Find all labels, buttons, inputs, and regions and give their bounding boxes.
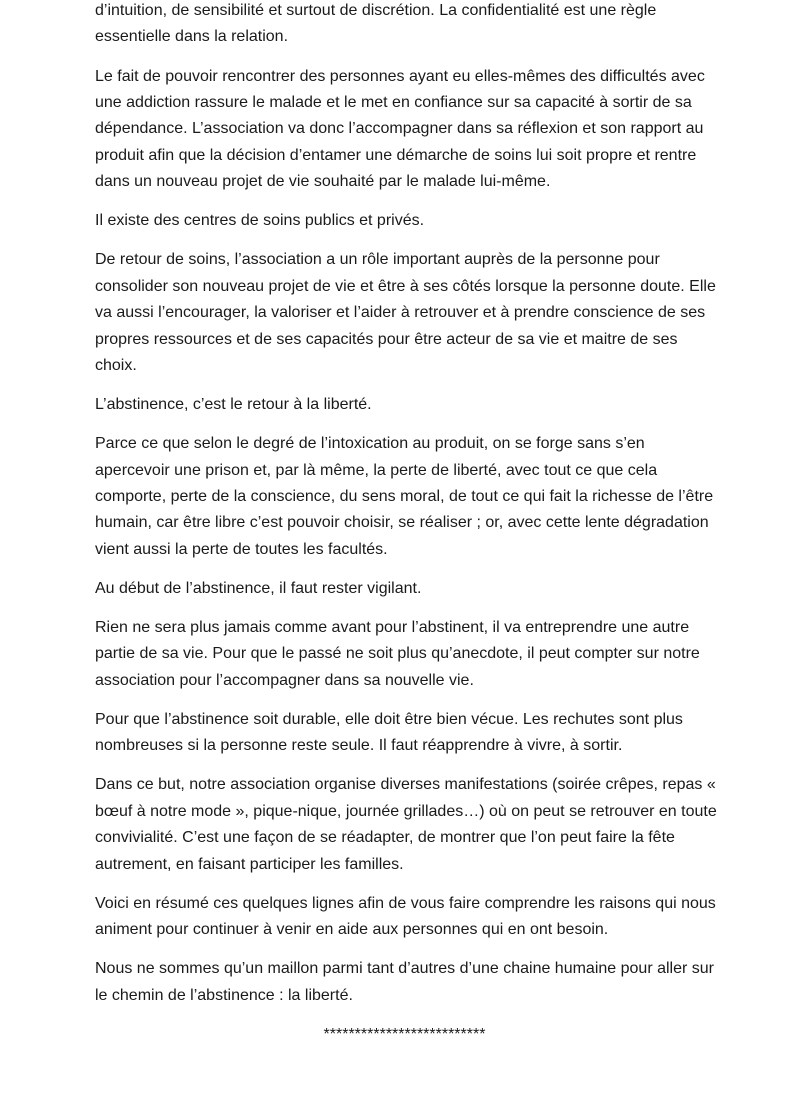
document-page [95,0,720,1048]
paragraph-vigilance: Au début de l’abstinence, il faut rester vigilant. [95,579,422,597]
paragraph-retour-soins: De retour de soins, l’association a un rôle important auprès de la personne pour consolider son nouveau projet de vie et être à ses côtés lorsque la personne doute. Elle va aussi l’encourager, la valoriser et l’aider à retrouver et à prendre conscience de ses propres ressources et de ses capacités pour être acteur de sa vie et maitre de ses choix. [95,251,716,374]
paragraph-manifestations: Dans ce but, notre association organise diverses manifestations (soirée crêpes, repas « bœuf à notre mode », pique-nique, journée grillades…) où on peut se retrouver en toute convivialité. C’est une façon de se réadapter, de montrer que l’on peut faire la fête autrement, en faisant participer les familles. [95,776,717,873]
paragraph-centres-soins: Il existe des centres de soins publics et privés. [95,212,425,230]
paragraph-intoxication: Parce ce que selon le degré de l’intoxication au produit, on se forge sans s’en apercevoir une prison et, par là même, la perte de liberté, avec tout ce que cela comporte, perte de la conscience, du sens moral, de tout ce qui fait la richesse de l’être humain, car être libre c’est pouvoir choisir, se réaliser ; or, avec cette lente dégradation vient aussi la perte de toutes les facultés. [95,435,714,558]
section-separator: ************************** [323,1025,486,1043]
paragraph-rencontre: Le fait de pouvoir rencontrer des personnes ayant eu elles-mêmes des difficultés avec une addiction rassure le malade et le met en confiance sur sa capacité à sortir de sa dépendance. L’association va donc l’accompagner dans sa réflexion et son rapport au produit afin que la décision d’entamer une démarche de soins lui soit propre et rentre dans un nouveau projet de vie souhaité par le malade lui-même. [95,67,705,191]
paragraph-resume: Voici en résumé ces quelques lignes afin de vous faire comprendre les raisons qui nous animent pour continuer à venir en aide aux personnes qui en ont besoin. [95,894,716,939]
paragraph-nouvelle-vie: Rien ne sera plus jamais comme avant pour l’abstinent, il va entreprendre une autre partie de sa vie. Pour que le passé ne soit plus qu’anecdote, il peut compter sur notre association pour l’accompagner dans sa nouvelle vie. [95,618,700,689]
paragraph-maillon: Nous ne sommes qu’un maillon parmi tant d’autres d’une chaine humaine pour aller sur le chemin de l’abstinence : la liberté. [95,960,714,1004]
paragraph-discretion: d’intuition, de sensibilité et surtout de discrétion. La confidentialité est une règle essentielle dans la relation. [95,2,657,46]
paragraph-abstinence-durable: Pour que l’abstinence soit durable, elle doit être bien vécue. Les rechutes sont plus nombreuses si la personne reste seule. Il faut réapprendre à vivre, à sortir. [95,710,683,755]
paragraph-liberte: L’abstinence, c’est le retour à la liberté. [95,396,372,414]
